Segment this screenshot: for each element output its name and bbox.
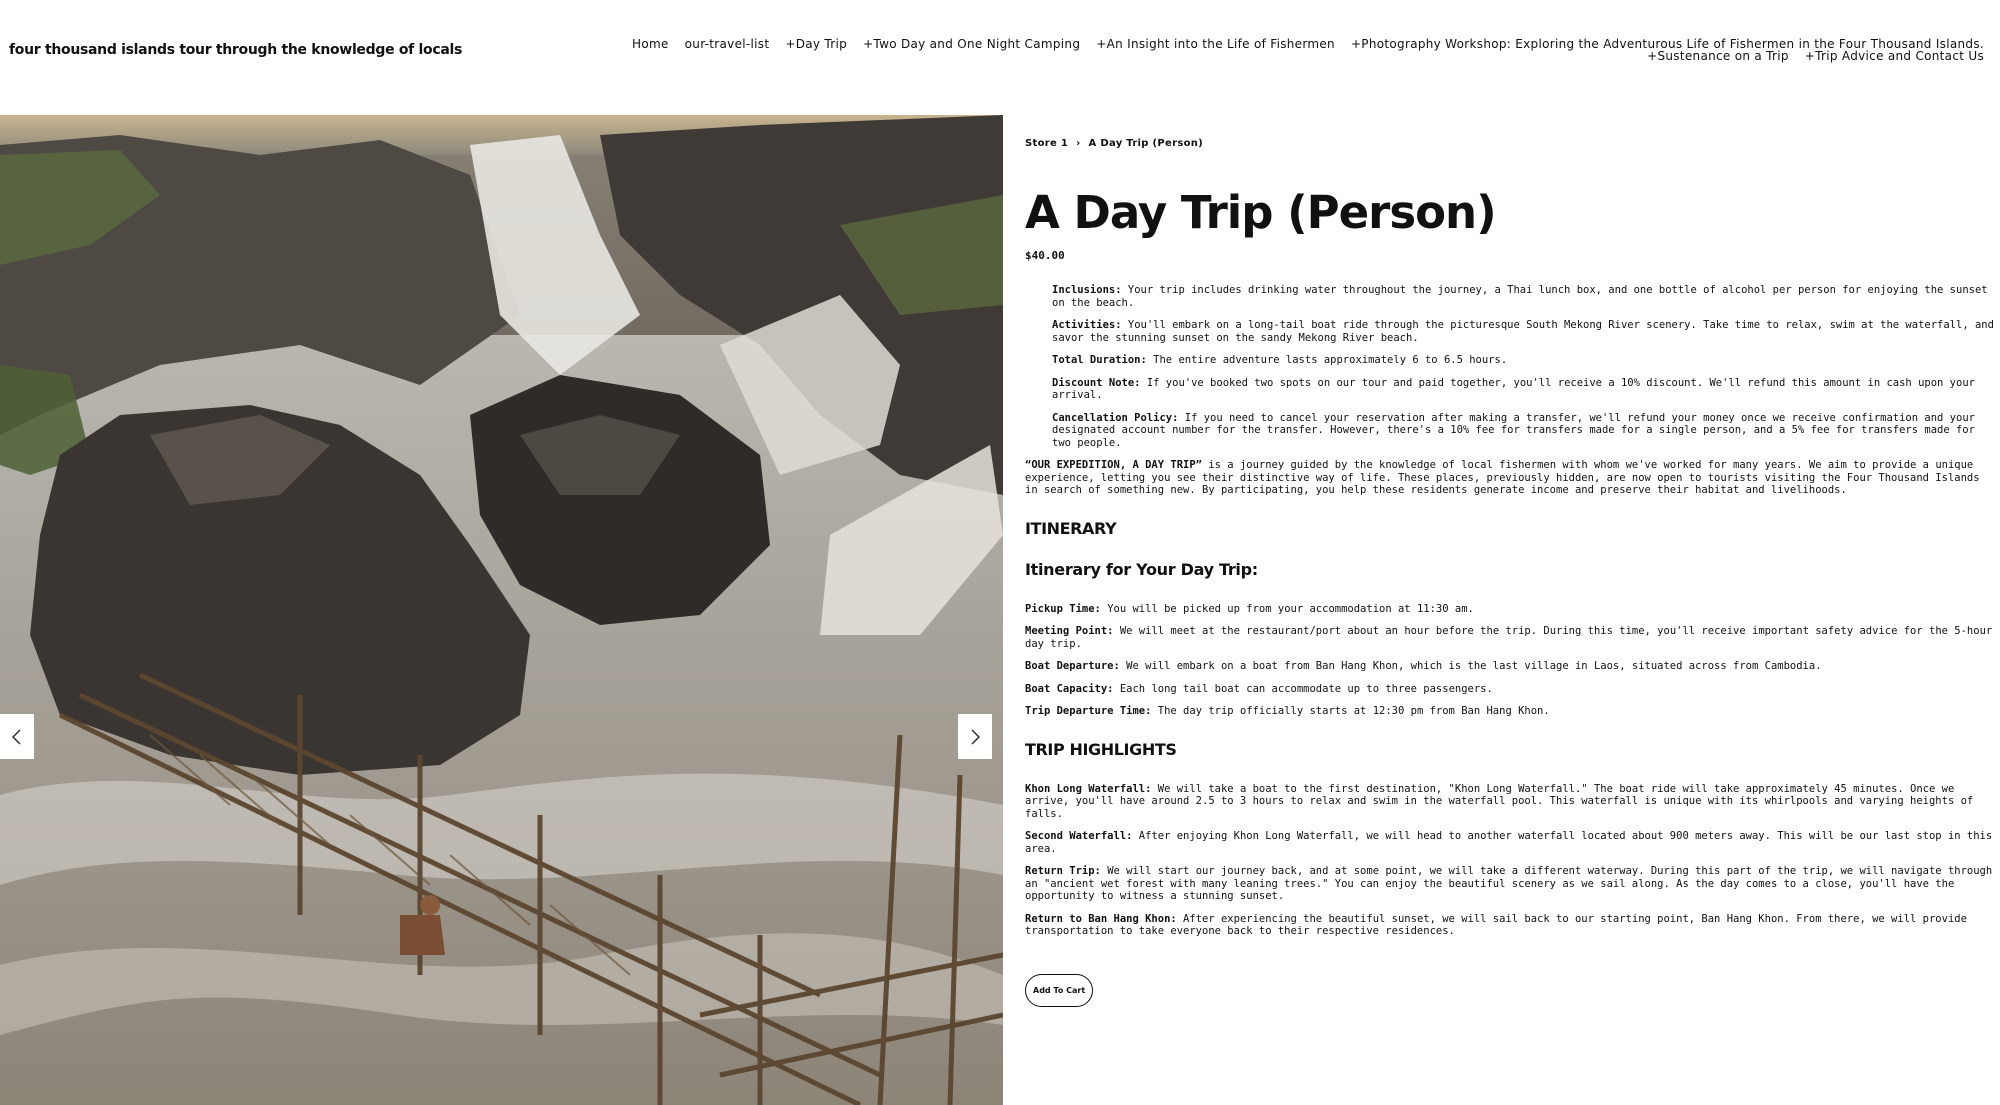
- intro-paragraph: [1025, 459, 1995, 497]
- nav-item-home[interactable]: Home: [632, 37, 669, 51]
- product-details: [1025, 138, 1995, 1007]
- highlight-label: Return Trip:: [1025, 865, 1101, 877]
- itinerary-text: We will meet at the restaurant/port about an hour before the trip. During this time, you'll receive important safety advice for the 5-hour day trip.: [1025, 625, 1993, 650]
- chevron-right-icon: [968, 727, 982, 747]
- detail-label: Discount Note:: [1052, 376, 1141, 389]
- itinerary-label: Boat Departure:: [1025, 660, 1120, 672]
- itinerary-item: [1025, 625, 1995, 650]
- gallery-prev-button[interactable]: [0, 714, 34, 759]
- list-item: [1052, 412, 1995, 450]
- nav-item-camping[interactable]: +Two Day and One Night Camping: [863, 37, 1081, 51]
- chevron-left-icon: [10, 727, 24, 747]
- highlight-item: [1025, 865, 1995, 903]
- site-title[interactable]: four thousand islands tour through the knowledge of locals: [9, 42, 463, 58]
- highlight-text: After experiencing the beautiful sunset, we will sail back to our starting point, Ban Hang Khon. From there, we will provide transportation to take everyone back to their respective residences.: [1025, 912, 1967, 937]
- detail-text: The entire adventure lasts approximately 6 to 6.5 hours.: [1153, 354, 1508, 366]
- nav-item-travel-list[interactable]: our-travel-list: [684, 37, 770, 51]
- itinerary-label: Pickup Time:: [1025, 602, 1101, 615]
- list-item: [1052, 319, 1995, 344]
- list-item: [1052, 377, 1995, 402]
- itinerary-label: Meeting Point:: [1025, 625, 1114, 637]
- nav-item-sustenance[interactable]: +Sustenance on a Trip: [1647, 49, 1789, 63]
- highlight-text: After enjoying Khon Long Waterfall, we will head to another waterfall located about 900 meters away. This will be our last stop in this area.: [1025, 830, 1993, 855]
- itinerary-heading: ITINERARY: [1025, 518, 1117, 538]
- product-gallery: [0, 115, 1003, 1105]
- itinerary-item: [1025, 705, 1995, 718]
- itinerary-subheading: Itinerary for Your Day Trip:: [1025, 559, 1258, 579]
- detail-label: Cancellation Policy:: [1052, 411, 1179, 424]
- nav-item-advice-contact[interactable]: +Trip Advice and Contact Us: [1804, 49, 1984, 63]
- waterfall-photo: [0, 115, 1003, 1105]
- highlight-text: We will start our journey back, and at some point, we will take a different waterway. During this part of the trip, we will navigate through an "ancient wet forest with many leaning trees." You can enjoy the beautiful scenery as we sail along. As the day comes to a close, you'll have the opportunity to witness a stunning sunset.: [1025, 865, 1993, 902]
- itinerary-text: We will embark on a boat from Ban Hang Khon, which is the last village in Laos, situated across from Cambodia.: [1126, 660, 1822, 672]
- trip-details-list: [1025, 284, 1995, 449]
- main-nav: [464, 38, 1984, 62]
- product-title: A Day Trip (Person): [1025, 186, 1496, 239]
- intro-text: is a journey guided by the knowledge of local fishermen with whom we've worked for many years. We aim to provide a unique experience, letting you see their distinctive way of life. These places, previously hidden, are now open to tourists visiting the Four Thousand Islands in search of something new. By participating, you help these residents generate income and preserve their habitat and livelihoods.: [1025, 459, 1980, 496]
- itinerary-text: Each long tail boat can accommodate up to three passengers.: [1119, 682, 1493, 695]
- highlight-label: Second Waterfall:: [1025, 830, 1133, 842]
- detail-text: If you've booked two spots on our tour and paid together, you'll receive a 10% discount. We'll refund this amount in cash upon your arrival.: [1052, 376, 1975, 401]
- itinerary-label: Boat Capacity:: [1025, 682, 1114, 695]
- breadcrumb-store-link[interactable]: Store 1: [1025, 138, 1069, 149]
- intro-label: “OUR EXPEDITION, A DAY TRIP”: [1025, 459, 1203, 471]
- list-item: [1052, 354, 1995, 367]
- highlight-label: Khon Long Waterfall:: [1025, 782, 1152, 795]
- itinerary-text: You will be picked up from your accommodation at 11:30 am.: [1107, 602, 1474, 615]
- itinerary-item: [1025, 660, 1995, 673]
- itinerary-label: Trip Departure Time:: [1025, 705, 1152, 717]
- itinerary-item: [1025, 683, 1995, 696]
- product-price: $40.00: [1025, 249, 1065, 262]
- highlight-label: Return to Ban Hang Khon:: [1025, 912, 1177, 925]
- highlight-item: [1025, 783, 1995, 821]
- add-to-cart-button[interactable]: Add To Cart: [1025, 974, 1093, 1007]
- itinerary-item: [1025, 603, 1995, 616]
- detail-label: Total Duration:: [1052, 354, 1147, 366]
- detail-label: Activities:: [1052, 319, 1122, 331]
- detail-text: If you need to cancel your reservation after making a transfer, we'll refund your money once we receive confirmation and your designated account number for the transfer. However, there's a 10% fee for transfers made for a single person, and a 5% fee for transfers made for two people.: [1052, 411, 1975, 449]
- highlight-item: [1025, 913, 1995, 938]
- nav-item-day-trip[interactable]: +Day Trip: [785, 37, 848, 51]
- nav-item-photography[interactable]: +Photography Workshop: Exploring the Adventurous Life of Fishermen in the Four Thousand Islands.: [1350, 37, 1984, 51]
- list-item: [1052, 284, 1995, 309]
- detail-text: Your trip includes drinking water throughout the journey, a Thai lunch box, and one bottle of alcohol per person for enjoying the sunset on the beach.: [1052, 284, 1988, 309]
- highlights-heading: TRIP HIGHLIGHTS: [1025, 739, 1177, 759]
- breadcrumb-current: A Day Trip (Person): [1088, 138, 1204, 149]
- breadcrumb: [1025, 138, 1995, 149]
- itinerary-text: The day trip officially starts at 12:30 pm from Ban Hang Khon.: [1157, 705, 1550, 717]
- gallery-next-button[interactable]: [958, 714, 992, 759]
- detail-text: You'll embark on a long-tail boat ride through the picturesque South Mekong River scenery. Take time to relax, swim at the waterfall, and savor the stunning sunset on the sandy Mekong River beach.: [1052, 319, 1994, 344]
- highlight-text: We will take a boat to the first destination, "Khon Long Waterfall." The boat ride will take approximately 45 minutes. Once we arrive, you'll have around 2.5 to 3 hours to relax and swim in the waterfall pool. This waterfall is unique with its whirlpools and varying heights of falls.: [1025, 782, 1974, 820]
- nav-item-fishermen[interactable]: +An Insight into the Life of Fishermen: [1096, 37, 1335, 51]
- highlight-item: [1025, 830, 1995, 855]
- detail-label: Inclusions:: [1052, 284, 1122, 296]
- breadcrumb-separator: ›: [1076, 138, 1081, 149]
